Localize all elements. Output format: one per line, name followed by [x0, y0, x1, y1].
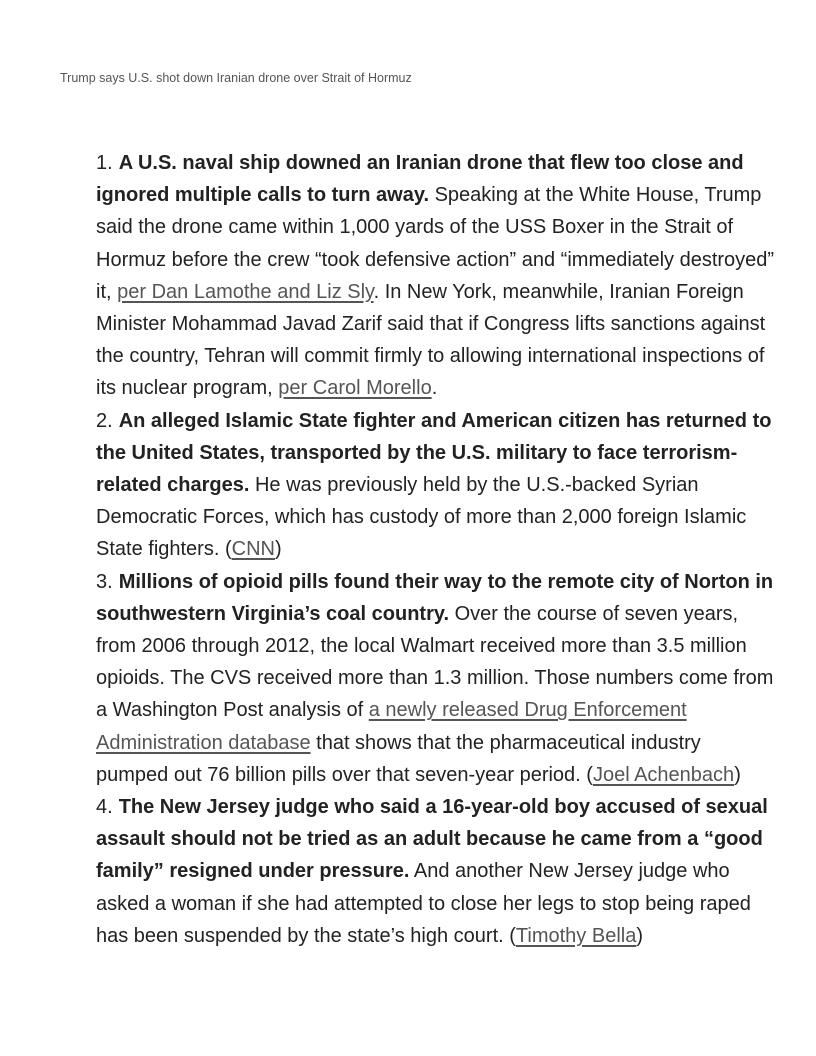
item-number: 1.: [96, 152, 113, 174]
item-text: And another New Jersey judge who asked a woman if she had attempted to close her legs to stop being raped has been suspended by the state’s high court. (: [96, 860, 751, 947]
item-text: . In New York, meanwhile, Iranian Foreign Minister Mohammad Javad Zarif said that if Congress lifts sanctions against the country, Tehran will commit firmly to allowing international inspections of its nuclear program,: [96, 280, 766, 400]
item-headline: The New Jersey judge who said a 16-year-old boy accused of sexual assault should not be tried as an adult because he came from a “good family” resigned under pressure.: [96, 796, 768, 883]
item-text: ): [636, 924, 644, 947]
item-link-achenbach[interactable]: Joel Achenbach: [592, 763, 735, 786]
item-number: 3.: [96, 570, 113, 593]
item-text: ): [734, 763, 741, 786]
news-item-1: [96, 147, 776, 405]
item-link-cnn[interactable]: CNN: [231, 538, 275, 561]
item-text: Speaking at the White House, Trump said the drone came within 1,000 yards of the USS Boxer in the Strait of Hormuz before the crew “took defensive action” and “immediately destroyed” it,: [96, 184, 775, 303]
page-title: Trump says U.S. shot down Iranian drone over Strait of Hormuz: [60, 71, 412, 85]
item-link-morello[interactable]: per Carol Morello: [278, 377, 432, 400]
item-headline: A U.S. naval ship downed an Iranian drone that flew too close and ignored multiple calls to turn away.: [96, 152, 744, 207]
item-number: 4.: [96, 796, 113, 819]
news-item-3: [96, 566, 776, 791]
item-link-lamothe-sly[interactable]: per Dan Lamothe and Liz Sly: [117, 280, 374, 303]
item-number: 2.: [96, 409, 113, 432]
item-link-dea-database[interactable]: a newly released Drug Enforcement Administration database: [96, 699, 687, 754]
item-text: .: [431, 377, 438, 400]
item-headline: Millions of opioid pills found their way to the remote city of Norton in southwestern Virginia’s coal country.: [96, 570, 774, 625]
item-text: He was previously held by the U.S.-backed Syrian Democratic Forces, which has custody of more than 2,000 foreign Islamic State fighters. (: [96, 474, 747, 561]
item-text: that shows that the pharmaceutical industry pumped out 76 billion pills over that seven-year period. (: [96, 731, 701, 786]
news-item-4: [96, 791, 776, 952]
news-item-2: [96, 405, 776, 566]
item-text: Over the course of seven years, from 2006 through 2012, the local Walmart received more than 3.5 million opioids. The CVS received more than 1.3 million. Those numbers come from a Washington Post analysis of: [96, 602, 774, 722]
item-text: ): [274, 538, 282, 561]
news-list: [96, 147, 776, 952]
item-headline: An alleged Islamic State fighter and American citizen has returned to the United States, transported by the U.S. military to face terrorism-related charges.: [96, 409, 772, 497]
item-link-bella[interactable]: Timothy Bella: [515, 924, 637, 947]
